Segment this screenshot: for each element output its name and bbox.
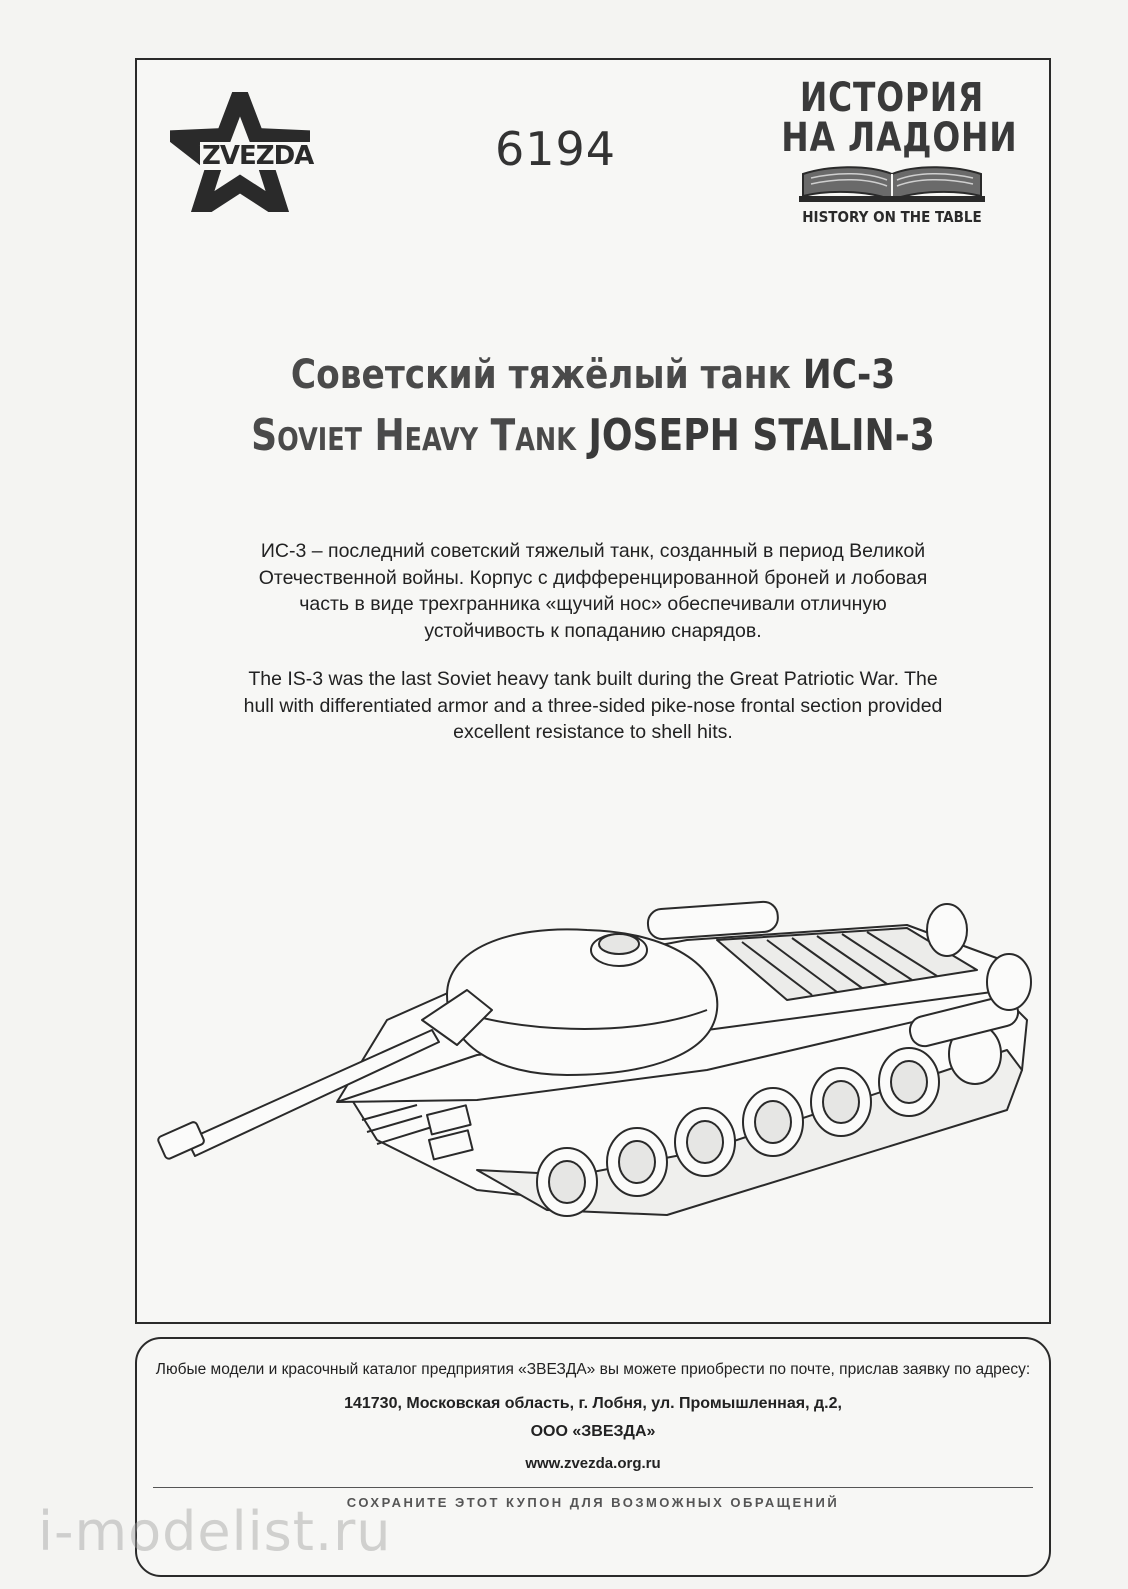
description-english bbox=[177, 666, 1009, 746]
coupon-address: 141730, Московская область, г. Лобня, ул. Промышленная, д.2, bbox=[344, 1395, 842, 1412]
coupon-info-text: Любые модели и красочный каталог предприятия «ЗВЕЗДА» вы можете приобрести по почте, прислав заявку по адресу: bbox=[155, 1361, 1031, 1378]
title-russian bbox=[201, 352, 985, 398]
coupon-website: www.zvezda.org.ru bbox=[525, 1455, 661, 1472]
description-english-line: hull with differentiated armor and a three-sided pike-nose frontal section provided bbox=[243, 694, 943, 717]
open-book-icon bbox=[797, 162, 987, 204]
description-english-line: The IS-3 was the last Soviet heavy tank built during the Great Patriotic War. The bbox=[248, 668, 938, 690]
title-russian-model: ИС-3 bbox=[802, 352, 896, 398]
instruction-sheet bbox=[135, 58, 1051, 1324]
description-russian-line: ИС-3 – последний советский тяжелый танк, созданный в период Великой bbox=[260, 540, 926, 562]
series-title-line2: НА ЛАДОНИ bbox=[781, 115, 1018, 161]
series-title-line1: ИСТОРИЯ bbox=[799, 75, 985, 121]
coupon-divider bbox=[153, 1487, 1033, 1488]
title-english-prefix: Soviet Heavy Tank bbox=[251, 410, 576, 461]
series-subtitle: HISTORY ON THE TABLE bbox=[802, 208, 982, 226]
article-number: 6194 bbox=[495, 122, 617, 176]
title-english bbox=[219, 410, 967, 461]
title-english-model: JOSEPH STALIN-3 bbox=[588, 410, 935, 461]
description-english-line: excellent resistance to shell hits. bbox=[453, 721, 733, 743]
watermark: i-modelist.ru bbox=[38, 1500, 392, 1563]
description-russian-line: часть в виде трехгранника «щучий нос» обеспечивали отличную bbox=[299, 593, 887, 615]
zvezda-logo bbox=[170, 92, 360, 212]
description-russian-line: Отечественной войны. Корпус с дифференцированной броней и лобовая bbox=[258, 566, 928, 589]
title-russian-prefix: Советский тяжёлый танк bbox=[290, 352, 791, 398]
coupon-footer: СОХРАНИТЕ ЭТОТ КУПОН ДЛЯ ВОЗМОЖНЫХ ОБРАЩЕНИЙ bbox=[346, 1495, 840, 1510]
description-russian-line: устойчивость к попаданию снарядов. bbox=[424, 619, 762, 642]
series-logo bbox=[757, 75, 1027, 226]
tank-illustration-icon bbox=[147, 870, 1037, 1310]
coupon-company: ООО «ЗВЕЗДА» bbox=[530, 1423, 656, 1440]
logo-text: ZVEZDA bbox=[202, 141, 314, 171]
description-russian bbox=[177, 538, 1009, 644]
